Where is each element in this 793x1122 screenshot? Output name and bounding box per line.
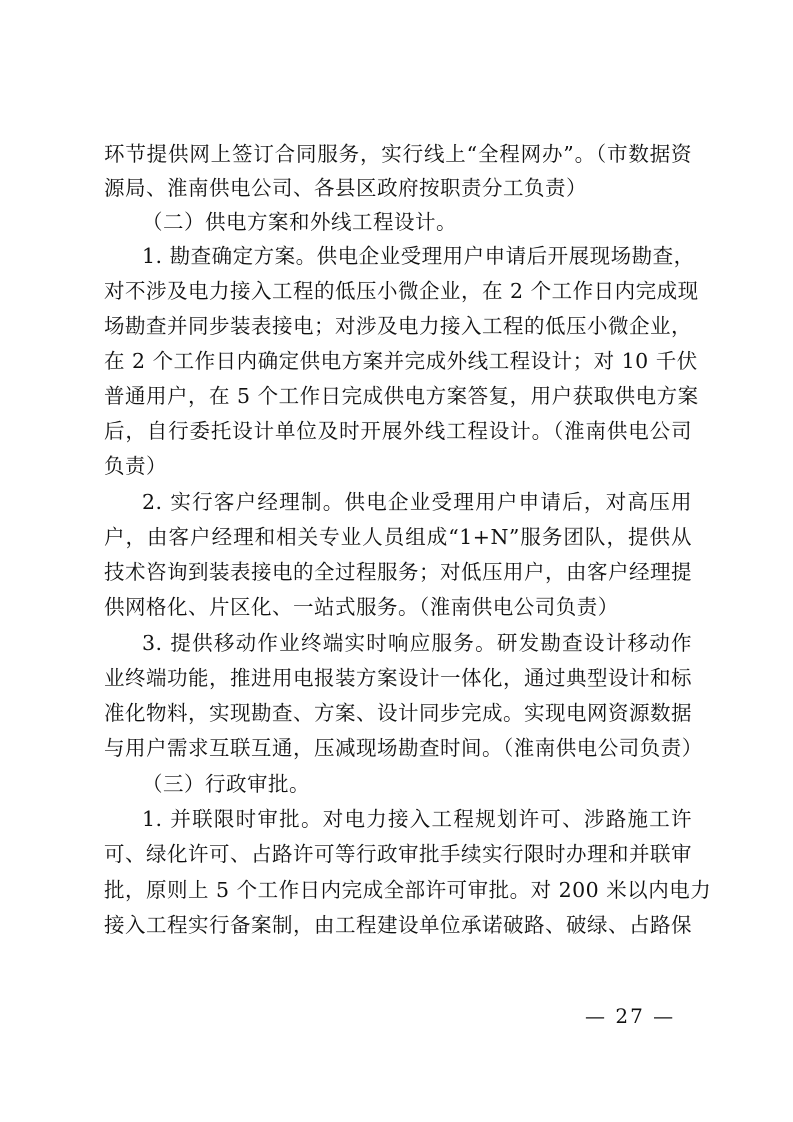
page-number: — 27 — <box>585 1004 676 1028</box>
body-text-line: 对不涉及电力接入工程的低压小微企业，在 2 个工作日内完成现 <box>104 279 699 303</box>
body-text-line: 准化物料，实现勘查、方案、设计同步完成。实现电网资源数据 <box>104 701 692 725</box>
body-text-line: 在 2 个工作日内确定供电方案并完成外线工程设计；对 10 千伏 <box>104 349 698 373</box>
body-text-line: 户，由客户经理和相关专业人员组成“1+N”服务团队，提供从 <box>104 525 692 549</box>
body-text-line: 环节提供网上签订合同服务，实行线上“全程网办”。（市数据资 <box>104 142 692 166</box>
body-text-line: 3. 提供移动作业终端实时响应服务。研发勘查设计移动作 <box>142 631 692 655</box>
body-text-line: 后，自行委托设计单位及时开展外线工程设计。（淮南供电公司 <box>104 419 692 443</box>
body-text-line: 与用户需求互联互通，压减现场勘查时间。（淮南供电公司负责） <box>104 736 703 760</box>
body-text-line: 2. 实行客户经理制。供电企业受理用户申请后，对高压用 <box>142 490 692 514</box>
body-text-line: 接入工程实行备案制，由工程建设单位承诺破路、破绿、占路保 <box>104 913 692 937</box>
body-text-line: 场勘查并同步装表接电；对涉及电力接入工程的低压小微企业， <box>104 314 692 338</box>
body-text-line: 业终端功能，推进用电报装方案设计一体化，通过典型设计和标 <box>104 666 692 690</box>
section-heading: （二）供电方案和外线工程设计。 <box>142 210 457 234</box>
body-text-line: 普通用户，在 5 个工作日完成供电方案答复，用户获取供电方案 <box>104 384 699 408</box>
body-text-line: 源局、淮南供电公司、各县区政府按职责分工负责） <box>104 176 587 200</box>
body-text-line: 技术咨询到装表接电的全过程服务；对低压用户，由客户经理提 <box>104 560 692 584</box>
body-text-line: 负责） <box>104 454 167 478</box>
body-text-line: 1. 并联限时审批。对电力接入工程规划许可、涉路施工许 <box>142 807 692 831</box>
body-text-line: 可、绿化许可、占路许可等行政审批手续实行限时办理和并联审 <box>104 842 692 866</box>
body-text-line: 1. 勘查确定方案。供电企业受理用户申请后开展现场勘查， <box>142 244 695 268</box>
section-heading: （三）行政审批。 <box>142 772 310 796</box>
body-text-line: 供网格化、片区化、一站式服务。（淮南供电公司负责） <box>104 595 619 619</box>
body-text-line: 批，原则上 5 个工作日内完成全部许可审批。对 200 米以内电力 <box>104 878 712 902</box>
